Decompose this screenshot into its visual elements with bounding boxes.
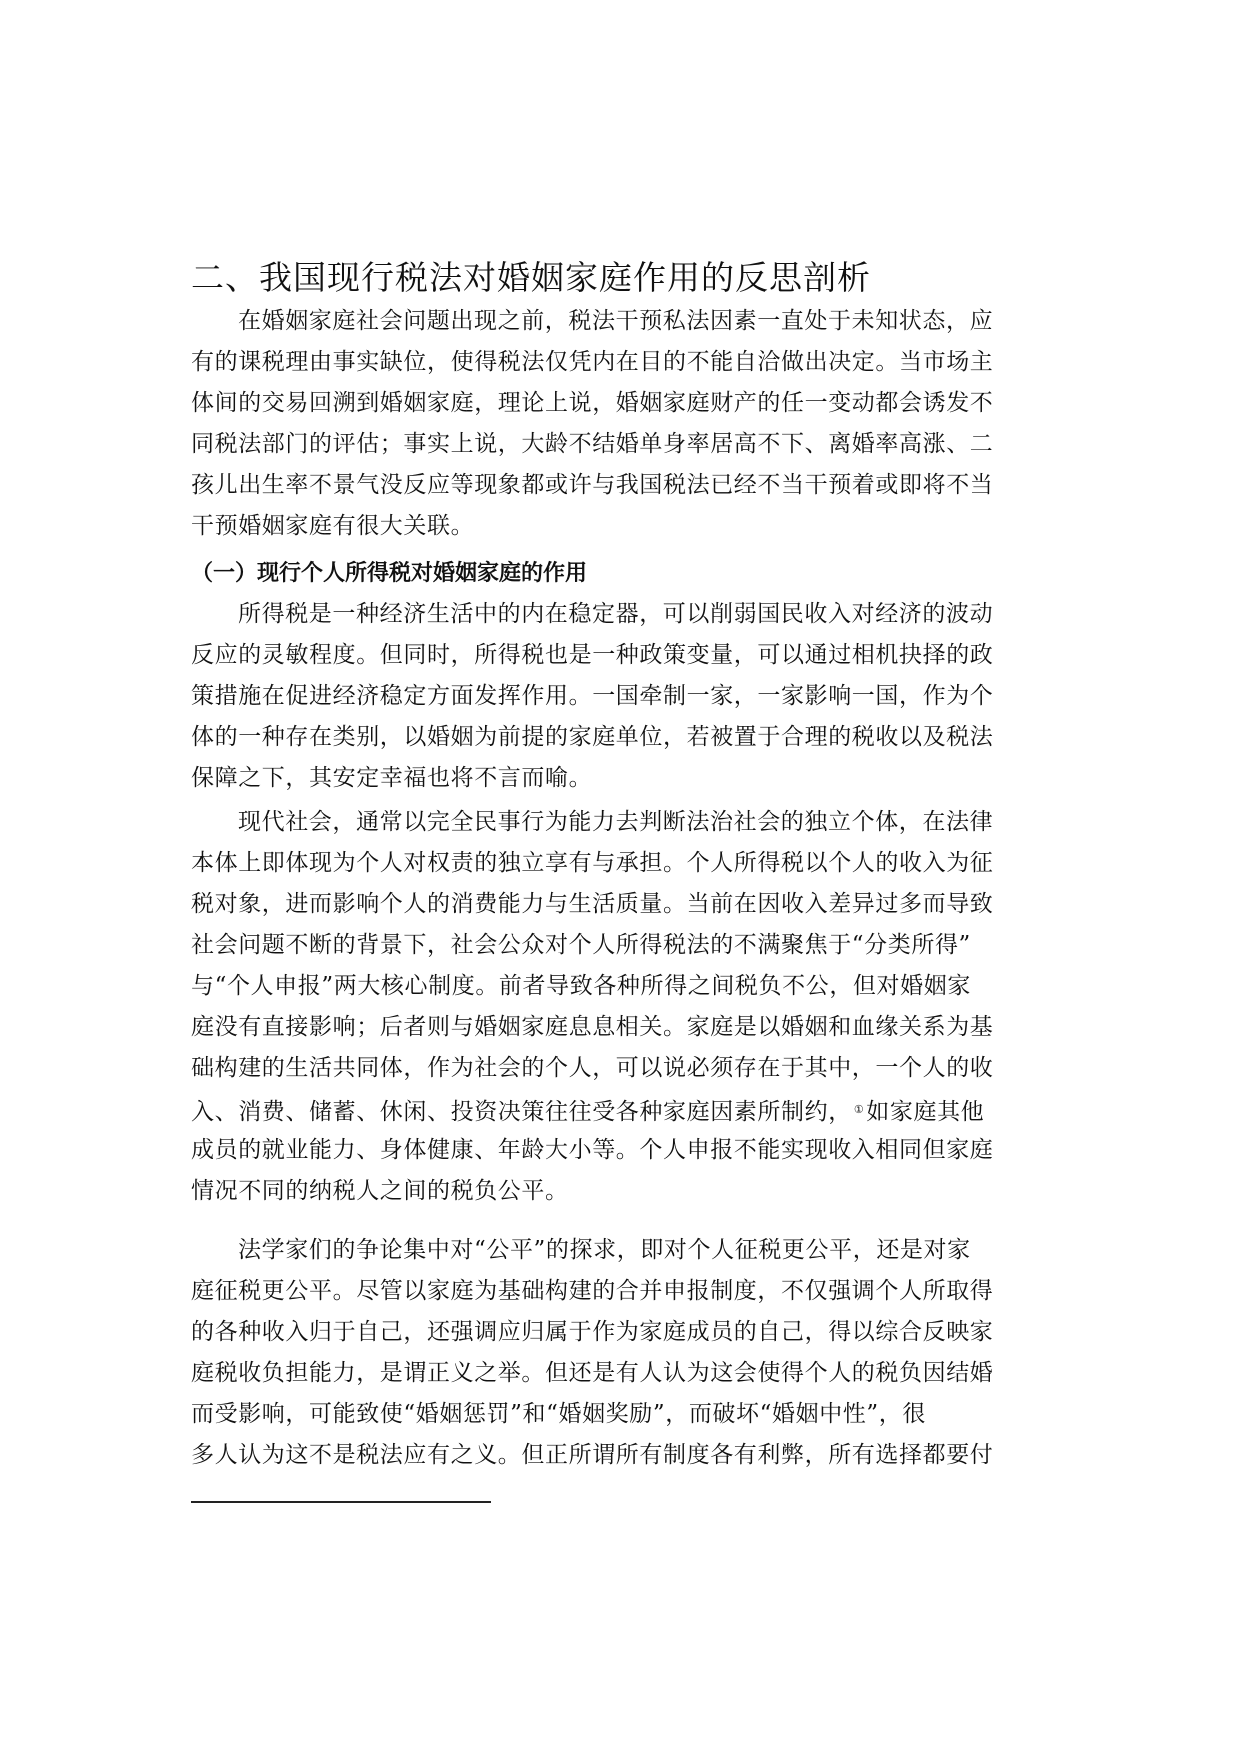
- footnote-line-after: 如家庭其他: [866, 1099, 985, 1125]
- paragraph-line: 策措施在促进经济稳定方面发挥作用。一国牵制一家，一家影响一国，作为个: [191, 683, 994, 709]
- paragraph-line: 而受影响，可能致使“婚姻惩罚”和“婚姻奖励”，而破坏“婚姻中性”，很: [191, 1401, 926, 1427]
- paragraph-line: 现代社会，通常以完全民事行为能力去判断法治社会的独立个体，在法律: [238, 809, 994, 835]
- paragraph-line: 同税法部门的评估；事实上说，大龄不结婚单身率居高不下、离婚率高涨、二: [191, 431, 994, 457]
- paragraph-line: 保障之下，其安定幸福也将不言而喻。: [191, 765, 593, 791]
- paragraph-line: 税对象，进而影响个人的消费能力与生活质量。当前在因收入差异过多而导致: [191, 891, 994, 917]
- paragraph-line: 成员的就业能力、身体健康、年龄大小等。个人申报不能实现收入相同但家庭: [191, 1137, 994, 1163]
- paragraph-line: 孩儿出生率不景气没反应等现象都或许与我国税法已经不当干预着或即将不当: [191, 472, 994, 498]
- paragraph-line: 与“个人申报”两大核心制度。前者导致各种所得之间税负不公，但对婚姻家: [191, 973, 971, 999]
- paragraph-line: 在婚姻家庭社会问题出现之前，税法干预私法因素一直处于未知状态，应: [238, 308, 994, 334]
- paragraph-line: 法学家们的争论集中对“公平”的探求，即对个人征税更公平，还是对家: [238, 1237, 971, 1263]
- section-heading: 二、我国现行税法对婚姻家庭作用的反思剖析: [191, 258, 871, 297]
- paragraph-line: 多人认为这不是税法应有之义。但正所谓所有制度各有利弊，所有选择都要付: [191, 1442, 994, 1468]
- paragraph-line: 反应的灵敏程度。但同时，所得税也是一种政策变量，可以通过相机抉择的政: [191, 642, 994, 668]
- paragraph-line: 础构建的生活共同体，作为社会的个人，可以说必须存在于其中，一个人的收: [191, 1055, 994, 1081]
- footnote-reference[interactable]: ①: [853, 1103, 865, 1116]
- paragraph-1: [191, 594, 1051, 799]
- paragraph-2: [191, 802, 1051, 1212]
- paragraph-line: 体的一种存在类别，以婚姻为前提的家庭单位，若被置于合理的税收以及税法: [191, 724, 994, 750]
- subsection-heading: （一）现行个人所得税对婚姻家庭的作用: [191, 561, 588, 586]
- paragraph-line: 庭税收负担能力，是谓正义之举。但还是有人认为这会使得个人的税负因结婚: [191, 1360, 994, 1386]
- footnote-separator: [191, 1501, 491, 1503]
- paragraph-line: 社会问题不断的背景下，社会公众对个人所得税法的不满聚焦于“分类所得”: [191, 932, 971, 958]
- paragraph-line-with-footnote: [191, 1089, 1051, 1130]
- intro-paragraph: [191, 301, 1051, 547]
- paragraph-3: [191, 1230, 1051, 1476]
- paragraph-line: 情况不同的纳税人之间的税负公平。: [191, 1178, 569, 1204]
- paragraph-line: 庭征税更公平。尽管以家庭为基础构建的合并申报制度，不仅强调个人所取得: [191, 1278, 994, 1304]
- footnote-line-before: 入、消费、储蓄、休闲、投资决策往往受各种家庭因素所制约，: [191, 1099, 852, 1125]
- paragraph-line: 体间的交易回溯到婚姻家庭，理论上说，婚姻家庭财产的任一变动都会诱发不: [191, 390, 994, 416]
- paragraph-line: 本体上即体现为个人对权责的独立享有与承担。个人所得税以个人的收入为征: [191, 850, 994, 876]
- paragraph-line: 所得税是一种经济生活中的内在稳定器，可以削弱国民收入对经济的波动: [238, 601, 994, 627]
- paragraph-line: 的各种收入归于自己，还强调应归属于作为家庭成员的自己，得以综合反映家: [191, 1319, 994, 1345]
- paragraph-line: 干预婚姻家庭有很大关联。: [191, 513, 475, 539]
- paragraph-line: 庭没有直接影响；后者则与婚姻家庭息息相关。家庭是以婚姻和血缘关系为基: [191, 1014, 994, 1040]
- paragraph-line: 有的课税理由事实缺位，使得税法仅凭内在目的不能自洽做出决定。当市场主: [191, 349, 994, 375]
